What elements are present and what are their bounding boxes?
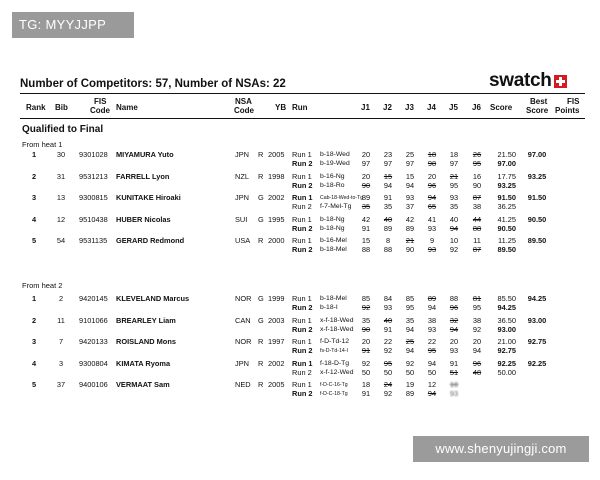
judge-score-1: 97: [361, 159, 371, 169]
judge-score-1: 35: [361, 202, 371, 212]
judge-score-1: 20: [361, 337, 371, 346]
trick-code: f-D-C-18-Tg: [320, 391, 348, 398]
run-score: 89.50: [497, 245, 516, 255]
judge-score-4: 18: [427, 150, 437, 159]
col-fis-code-top: FIS: [94, 97, 107, 106]
birth-year-cell: 1999: [268, 294, 285, 303]
run-label: Run 1: [292, 236, 312, 245]
judge-score-6: 81: [472, 294, 482, 303]
judge-score-3: 97: [405, 159, 415, 169]
judge-score-4: 93: [427, 245, 437, 255]
swiss-cross-icon: [554, 75, 567, 88]
fis-code-cell: 9510438: [79, 214, 108, 224]
judge-score-5: 32: [449, 315, 459, 325]
judge-score-3: 25: [405, 337, 415, 346]
trick-code: x-f-18-Wed: [320, 325, 354, 333]
judge-score-4: 94: [427, 389, 437, 399]
judge-score-1: 90: [361, 324, 371, 334]
judge-score-2: 22: [383, 337, 393, 346]
judge-score-5: 10: [449, 236, 459, 245]
judge-score-1: 90: [361, 180, 371, 190]
run-score: 90.50: [497, 223, 516, 233]
judge-score-5: 91: [449, 358, 459, 368]
nsa-cell: SUI: [235, 214, 248, 224]
run-label: Run 2: [292, 159, 313, 169]
judge-score-6: 20: [472, 337, 482, 346]
judge-score-4: 94: [427, 193, 437, 202]
judge-score-6: 11: [473, 236, 481, 245]
run-score: 36.25: [497, 202, 516, 212]
judge-score-3: 35: [405, 315, 415, 325]
judge-score-4: 95: [427, 346, 437, 356]
run-label: Run 2: [292, 303, 313, 313]
judge-score-2: 24: [383, 380, 393, 389]
judge-score-1: 91: [361, 223, 371, 233]
judge-score-6: 87: [472, 193, 482, 202]
stance-cell: R: [258, 171, 264, 181]
judge-score-3: 94: [405, 346, 415, 356]
header-top-rule: [20, 93, 585, 94]
judge-score-2: 91: [383, 324, 393, 334]
judge-score-1: 50: [361, 367, 371, 377]
run-label: Run 2: [292, 346, 313, 356]
bib-cell: 7: [58, 337, 64, 346]
col-run: Run: [292, 103, 308, 112]
judge-score-2: 40: [383, 214, 393, 224]
judge-score-6: 92: [472, 324, 482, 334]
result-row: [0, 346, 600, 356]
stance-cell: G: [258, 214, 264, 224]
athlete-name: HUBER Nicolas: [116, 214, 171, 224]
judge-score-3: 90: [405, 245, 415, 255]
judge-score-3: 15: [405, 171, 415, 181]
fis-code-cell: 9301028: [79, 150, 108, 159]
athlete-name: KUNITAKE Hiroaki: [116, 193, 181, 202]
judge-score-1: 92: [361, 303, 371, 313]
judge-score-3: 25: [405, 150, 415, 159]
fis-code-cell: 9420133: [79, 337, 108, 346]
judge-score-3: 89: [405, 223, 415, 233]
bib-cell: 12: [56, 214, 66, 224]
judge-score-5: 94: [449, 223, 459, 233]
judge-score-2: 88: [383, 245, 393, 255]
judge-score-4: 41: [427, 214, 437, 224]
judge-score-4: 94: [427, 358, 437, 368]
col-fis-code-bottom: Code: [90, 106, 110, 115]
judge-score-5: 10: [449, 380, 459, 389]
run-score: 41.25: [497, 214, 516, 224]
judge-score-4: 20: [427, 171, 437, 181]
col-best-bottom: Score: [526, 106, 549, 115]
best-score-cell: 90.50: [527, 214, 547, 224]
judge-score-5: 95: [449, 180, 459, 190]
trick-code: x-f-12-Wed: [320, 368, 354, 376]
judge-score-4: 93: [427, 324, 437, 334]
nsa-cell: NZL: [235, 171, 249, 181]
judge-score-5: 51: [449, 367, 459, 377]
result-row: [0, 181, 600, 191]
judge-score-3: 19: [405, 380, 415, 389]
rank-cell: 2: [31, 171, 37, 181]
judge-score-4: 89: [427, 294, 437, 303]
trick-code: b-19-Wed: [320, 160, 350, 168]
rank-cell: 2: [31, 315, 37, 325]
birth-year-cell: 2002: [268, 193, 285, 202]
judge-score-2: 15: [383, 171, 393, 181]
judge-score-5: 21: [449, 171, 459, 181]
fis-code-cell: 9531135: [79, 236, 108, 245]
judge-score-2: 97: [383, 159, 393, 169]
birth-year-cell: 2002: [268, 358, 285, 368]
col-fis-points-bottom: Points: [555, 106, 580, 115]
judge-score-5: 35: [449, 202, 459, 212]
col-j2: J2: [383, 103, 392, 112]
nsa-cell: NED: [235, 380, 251, 389]
fis-code-cell: 9531213: [79, 171, 108, 181]
run-label: Run 1: [292, 380, 312, 389]
athlete-name: VERMAAT Sam: [116, 380, 170, 389]
bib-cell: 2: [58, 294, 64, 303]
judge-score-6: 38: [472, 202, 482, 212]
judge-score-2: 35: [383, 202, 393, 212]
trick-code: f-18-D-Tg: [320, 359, 350, 367]
judge-score-6: 16: [472, 171, 482, 181]
nsa-cell: JPN: [235, 150, 249, 159]
bib-cell: 11: [57, 315, 65, 325]
trick-code: Cab-18-Wed-to-Tg: [320, 195, 364, 201]
athlete-name: KLEVELAND Marcus: [116, 294, 190, 303]
run-score: 50.00: [497, 367, 516, 377]
judge-score-2: 8: [385, 236, 391, 245]
rank-cell: 4: [31, 214, 37, 224]
judge-score-1: 20: [361, 171, 371, 181]
rank-cell: 1: [31, 294, 37, 303]
judge-score-3: 85: [405, 294, 415, 303]
run-score: 93.25: [497, 180, 516, 190]
athlete-name: KIMATA Ryoma: [116, 358, 171, 368]
stance-cell: G: [258, 193, 264, 202]
athlete-name: GERARD Redmond: [116, 236, 185, 245]
best-score-cell: 92.75: [527, 337, 547, 346]
col-fis-points-top: FIS: [567, 97, 580, 106]
run-label: Run 2: [292, 180, 313, 190]
col-name: Name: [116, 103, 138, 112]
stance-cell: R: [258, 236, 264, 245]
run-label: Run 1: [292, 193, 313, 202]
judge-score-4: 38: [427, 315, 437, 325]
run-score: 21.50: [497, 150, 516, 159]
stance-cell: R: [258, 337, 264, 346]
judge-score-5: 40: [449, 214, 459, 224]
result-row: [0, 303, 600, 313]
fis-code-cell: 9101066: [79, 315, 108, 325]
judge-score-1: 89: [361, 193, 371, 202]
judge-score-4: 22: [427, 337, 437, 346]
athlete-name: BREARLEY Liam: [116, 315, 176, 325]
stance-cell: R: [258, 358, 264, 368]
rank-cell: 3: [31, 193, 37, 202]
col-nsa-top: NSA: [235, 97, 252, 106]
nsa-cell: JPN: [235, 358, 249, 368]
judge-score-5: 93: [449, 193, 459, 202]
run-label: Run 1: [292, 214, 312, 224]
birth-year-cell: 2000: [268, 236, 285, 245]
watermark-bottom-right: www.shenyujingji.com: [413, 436, 589, 462]
trick-code: b-18-Ro: [320, 181, 345, 189]
run-score: 94.25: [497, 303, 516, 313]
judge-score-2: 94: [383, 180, 393, 190]
judge-score-1: 20: [361, 150, 371, 159]
stance-cell: R: [258, 150, 264, 159]
bib-cell: 37: [56, 380, 66, 389]
bib-cell: 3: [58, 358, 64, 368]
col-nsa-bottom: Code: [234, 106, 254, 115]
judge-score-1: 18: [361, 380, 371, 389]
run-score: 92.75: [497, 346, 516, 356]
judge-score-6: 95: [472, 303, 482, 313]
trick-code: b-18-Mel: [320, 295, 347, 302]
swatch-logo: [489, 71, 567, 91]
judge-score-2: 92: [383, 389, 393, 399]
athlete-name: MIYAMURA Yuto: [116, 150, 174, 159]
col-j4: J4: [427, 103, 436, 112]
judge-score-5: 96: [449, 303, 459, 313]
run-label: Run 2: [292, 202, 312, 212]
judge-score-2: 95: [383, 358, 393, 368]
judge-score-5: 93: [449, 389, 459, 399]
result-row: [0, 389, 600, 399]
judge-score-1: 85: [361, 294, 371, 303]
judge-score-1: 35: [361, 315, 371, 325]
run-score: 11.25: [498, 236, 516, 245]
judge-score-4: 93: [427, 223, 437, 233]
judge-score-1: 42: [361, 214, 371, 224]
trick-code: b-18-Ng: [320, 215, 345, 223]
run-label: Run 1: [292, 337, 312, 346]
run-label: Run 1: [292, 150, 312, 159]
run-label: Run 1: [292, 171, 312, 181]
header-bottom-rule: [20, 118, 585, 119]
stance-cell: G: [258, 315, 264, 325]
rank-cell: 1: [31, 150, 37, 159]
best-score-cell: 97.00: [527, 150, 547, 159]
judge-score-2: 23: [383, 150, 393, 159]
judge-score-1: 91: [361, 389, 371, 399]
run-label: Run 2: [292, 223, 313, 233]
judge-score-2: 84: [383, 294, 393, 303]
judge-score-5: 18: [449, 150, 459, 159]
fis-code-cell: 9300815: [79, 193, 108, 202]
run-score: 97.00: [497, 159, 516, 169]
run-label: Run 2: [292, 245, 313, 255]
heat-label: From heat 2: [22, 281, 63, 290]
section-title: Qualified to Final: [22, 124, 104, 135]
trick-code: x-f-18-Wed: [320, 316, 354, 324]
judge-score-5: 92: [449, 245, 459, 255]
judge-score-3: 94: [405, 180, 415, 190]
col-rank: Rank: [26, 103, 46, 112]
run-label: Run 2: [292, 389, 313, 399]
trick-code: b-18-Mel: [320, 246, 347, 254]
judge-score-1: 91: [361, 346, 371, 356]
judge-score-3: 94: [405, 324, 415, 334]
judge-score-5: 88: [449, 294, 459, 303]
trick-code: f-7-Mel-Tg: [320, 203, 352, 211]
judge-score-2: 89: [383, 223, 393, 233]
judge-score-4: 9: [429, 236, 435, 245]
run-label: Run 2: [292, 367, 312, 377]
judge-score-4: 96: [427, 180, 437, 190]
nsa-cell: NOR: [235, 294, 252, 303]
col-score: Score: [490, 103, 513, 112]
best-score-cell: 91.50: [527, 193, 547, 202]
judge-score-3: 37: [405, 202, 415, 212]
judge-score-3: 21: [405, 236, 415, 245]
judge-score-6: 94: [472, 346, 482, 356]
trick-code: b-16-Ng: [320, 172, 345, 180]
trick-code: b-16-Mel: [320, 237, 347, 244]
rank-cell: 5: [31, 236, 37, 245]
judge-score-4: 12: [427, 380, 437, 389]
judge-score-2: 91: [383, 193, 393, 202]
birth-year-cell: 2005: [268, 380, 285, 389]
athlete-name: FARRELL Lyon: [116, 171, 170, 181]
judge-score-6: 90: [472, 180, 482, 190]
judge-score-6: 96: [472, 358, 482, 368]
col-best-top: Best: [530, 97, 548, 106]
judge-score-5: 93: [449, 346, 459, 356]
birth-year-cell: 2005: [268, 150, 285, 159]
judge-score-6: 88: [472, 223, 482, 233]
judge-score-5: 97: [449, 159, 459, 169]
judge-score-4: 98: [427, 159, 437, 169]
run-label: Run 1: [292, 358, 313, 368]
best-score-cell: 94.25: [527, 294, 547, 303]
judge-score-6: 44: [472, 214, 482, 224]
judge-score-2: 92: [383, 346, 393, 356]
nsa-cell: JPN: [235, 193, 249, 202]
col-bib: Bib: [55, 103, 68, 112]
col-j6: J6: [472, 103, 481, 112]
nsa-cell: NOR: [235, 337, 252, 346]
nsa-cell: CAN: [235, 315, 251, 325]
judge-score-4: 94: [427, 303, 437, 313]
judge-score-4: 65: [427, 202, 437, 212]
judge-score-5: 94: [449, 324, 459, 334]
bib-cell: 54: [56, 236, 66, 245]
best-score-cell: 93.25: [527, 171, 547, 181]
result-row: [0, 368, 600, 378]
document-title: Number of Competitors: 57, Number of NSAs: 22: [20, 78, 286, 90]
run-label: Run 1: [292, 315, 312, 325]
best-score-cell: 89.50: [527, 236, 547, 245]
trick-code: b-18-Wed: [320, 151, 350, 158]
best-score-cell: 93.00: [527, 315, 547, 325]
rank-cell: 3: [31, 337, 37, 346]
best-score-cell: 92.25: [527, 358, 547, 368]
result-row: [0, 224, 600, 234]
judge-score-5: 20: [449, 337, 459, 346]
result-row: [0, 325, 600, 335]
judge-score-6: 87: [472, 245, 482, 255]
birth-year-cell: 1997: [268, 337, 285, 346]
judge-score-3: 93: [405, 193, 415, 202]
judge-score-4: 50: [427, 367, 437, 377]
result-row: [0, 159, 600, 169]
rank-cell: 4: [31, 358, 37, 368]
birth-year-cell: 2003: [268, 315, 285, 325]
birth-year-cell: 1995: [268, 214, 285, 224]
col-j1: J1: [361, 103, 370, 112]
fis-code-cell: 9400106: [79, 380, 108, 389]
bib-cell: 30: [56, 150, 66, 159]
run-score: 93.00: [497, 324, 516, 334]
trick-code: fs-D-Td-14-I: [320, 348, 348, 355]
judge-score-1: 88: [361, 245, 371, 255]
col-j3: J3: [405, 103, 414, 112]
col-j5: J5: [449, 103, 458, 112]
judge-score-3: 50: [405, 367, 415, 377]
run-score: 17.75: [497, 171, 516, 181]
fis-code-cell: 9300804: [79, 358, 108, 368]
judge-score-6: 95: [472, 159, 482, 169]
nsa-cell: USA: [235, 236, 251, 245]
stance-cell: G: [258, 294, 264, 303]
logo-text: swatch: [489, 70, 552, 91]
result-row: [0, 245, 600, 255]
athlete-name: ROISLAND Mons: [116, 337, 176, 346]
fis-code-cell: 9420145: [79, 294, 108, 303]
bib-cell: 13: [56, 193, 66, 202]
run-score: 21.00: [497, 337, 516, 346]
run-label: Run 1: [292, 294, 312, 303]
col-yb: YB: [275, 103, 287, 112]
rank-cell: 5: [31, 380, 37, 389]
run-score: 85.50: [497, 294, 516, 303]
bib-cell: 31: [56, 171, 66, 181]
result-row: [0, 202, 600, 212]
judge-score-2: 93: [383, 303, 393, 313]
stance-cell: R: [258, 380, 264, 389]
judge-score-3: 89: [405, 389, 415, 399]
run-score: 91.50: [497, 193, 516, 202]
judge-score-6: 26: [472, 150, 482, 159]
birth-year-cell: 1998: [268, 171, 285, 181]
judge-score-6: 48: [472, 367, 482, 377]
trick-code: f-D-C-16-Tg: [320, 382, 348, 388]
run-label: Run 2: [292, 324, 313, 334]
judge-score-6: 38: [472, 315, 482, 325]
trick-code: b-18-Ng: [320, 224, 345, 232]
run-score: 92.25: [497, 358, 516, 368]
judge-score-1: 15: [361, 236, 371, 245]
watermark-top-left: TG: MYYJJPP: [12, 12, 134, 38]
judge-score-2: 40: [383, 315, 393, 325]
judge-score-3: 92: [405, 358, 415, 368]
judge-score-3: 42: [405, 214, 415, 224]
judge-score-2: 50: [383, 367, 393, 377]
heat-label: From heat 1: [22, 140, 63, 149]
trick-code: b-18-I: [320, 304, 338, 312]
judge-score-1: 92: [361, 358, 371, 368]
judge-score-3: 95: [405, 303, 415, 313]
trick-code: f-D-Td-12: [320, 338, 350, 345]
run-score: 36.50: [497, 315, 516, 325]
